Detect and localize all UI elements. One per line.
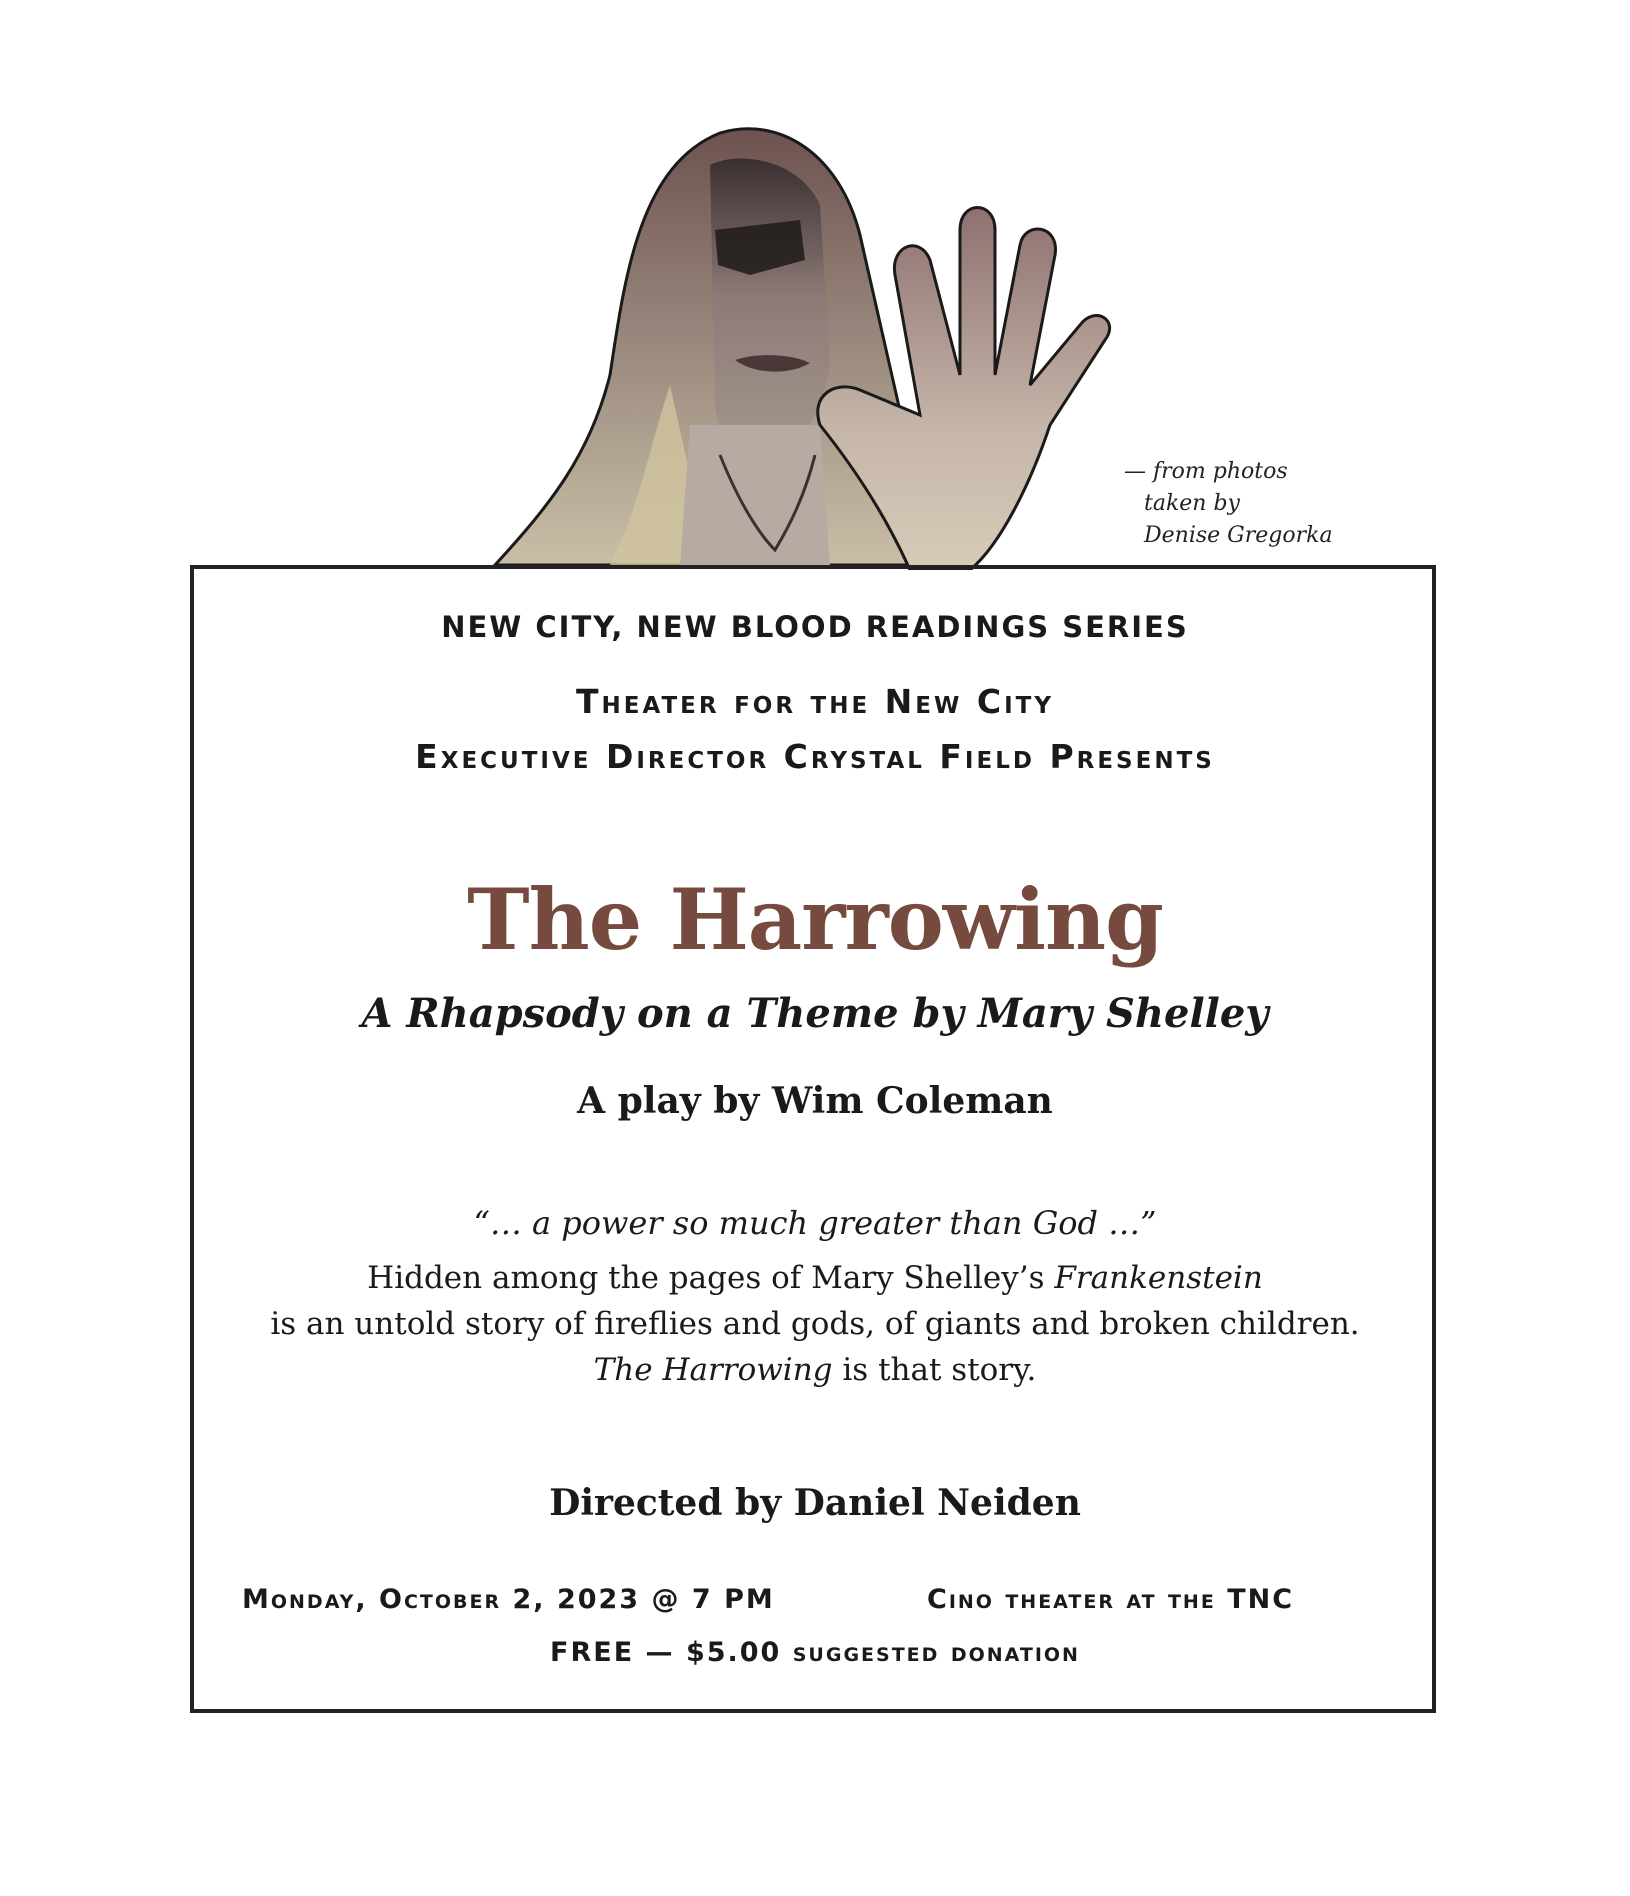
photo-credit-line: taken by [1144, 491, 1240, 516]
presenter-line: Executive Director Crystal Field Presents [415, 737, 1215, 776]
event-date: Monday, October 2, 2023 @ 7 PM [242, 1584, 775, 1615]
director-credit: Directed by Daniel Neiden [549, 1482, 1081, 1524]
play-subtitle: A Rhapsody on a Theme by Mary Shelley [361, 990, 1269, 1037]
blurb-line: is an untold story of fireflies and gods, of giants and broken children. [270, 1306, 1360, 1342]
blurb-text: is that story. [832, 1352, 1037, 1388]
photo-credit [1124, 456, 1333, 552]
blurb-text: Hidden among the pages of Mary Shelley’s [367, 1260, 1055, 1296]
blurb-play-title: The Harrowing [593, 1352, 833, 1388]
event-venue: Cino theater at the TNC [927, 1584, 1295, 1615]
photo-credit-line: — from photos [1124, 459, 1288, 484]
play-title: The Harrowing [467, 870, 1163, 969]
presenter-line: Theater for the New City [576, 682, 1054, 721]
series-heading: NEW CITY, NEW BLOOD READINGS SERIES [441, 610, 1189, 644]
photo-credit-line: Denise Gregorka [1144, 523, 1333, 548]
hooded-figure-illustration [490, 125, 1220, 570]
blurb-line [0, 1260, 1630, 1296]
play-author: A play by Wim Coleman [577, 1080, 1053, 1122]
blurb-line [0, 1352, 1630, 1388]
blurb-book-title: Frankenstein [1054, 1260, 1263, 1296]
event-price: FREE — $5.00 suggested donation [550, 1637, 1080, 1668]
pull-quote: “… a power so much greater than God …” [473, 1204, 1157, 1242]
